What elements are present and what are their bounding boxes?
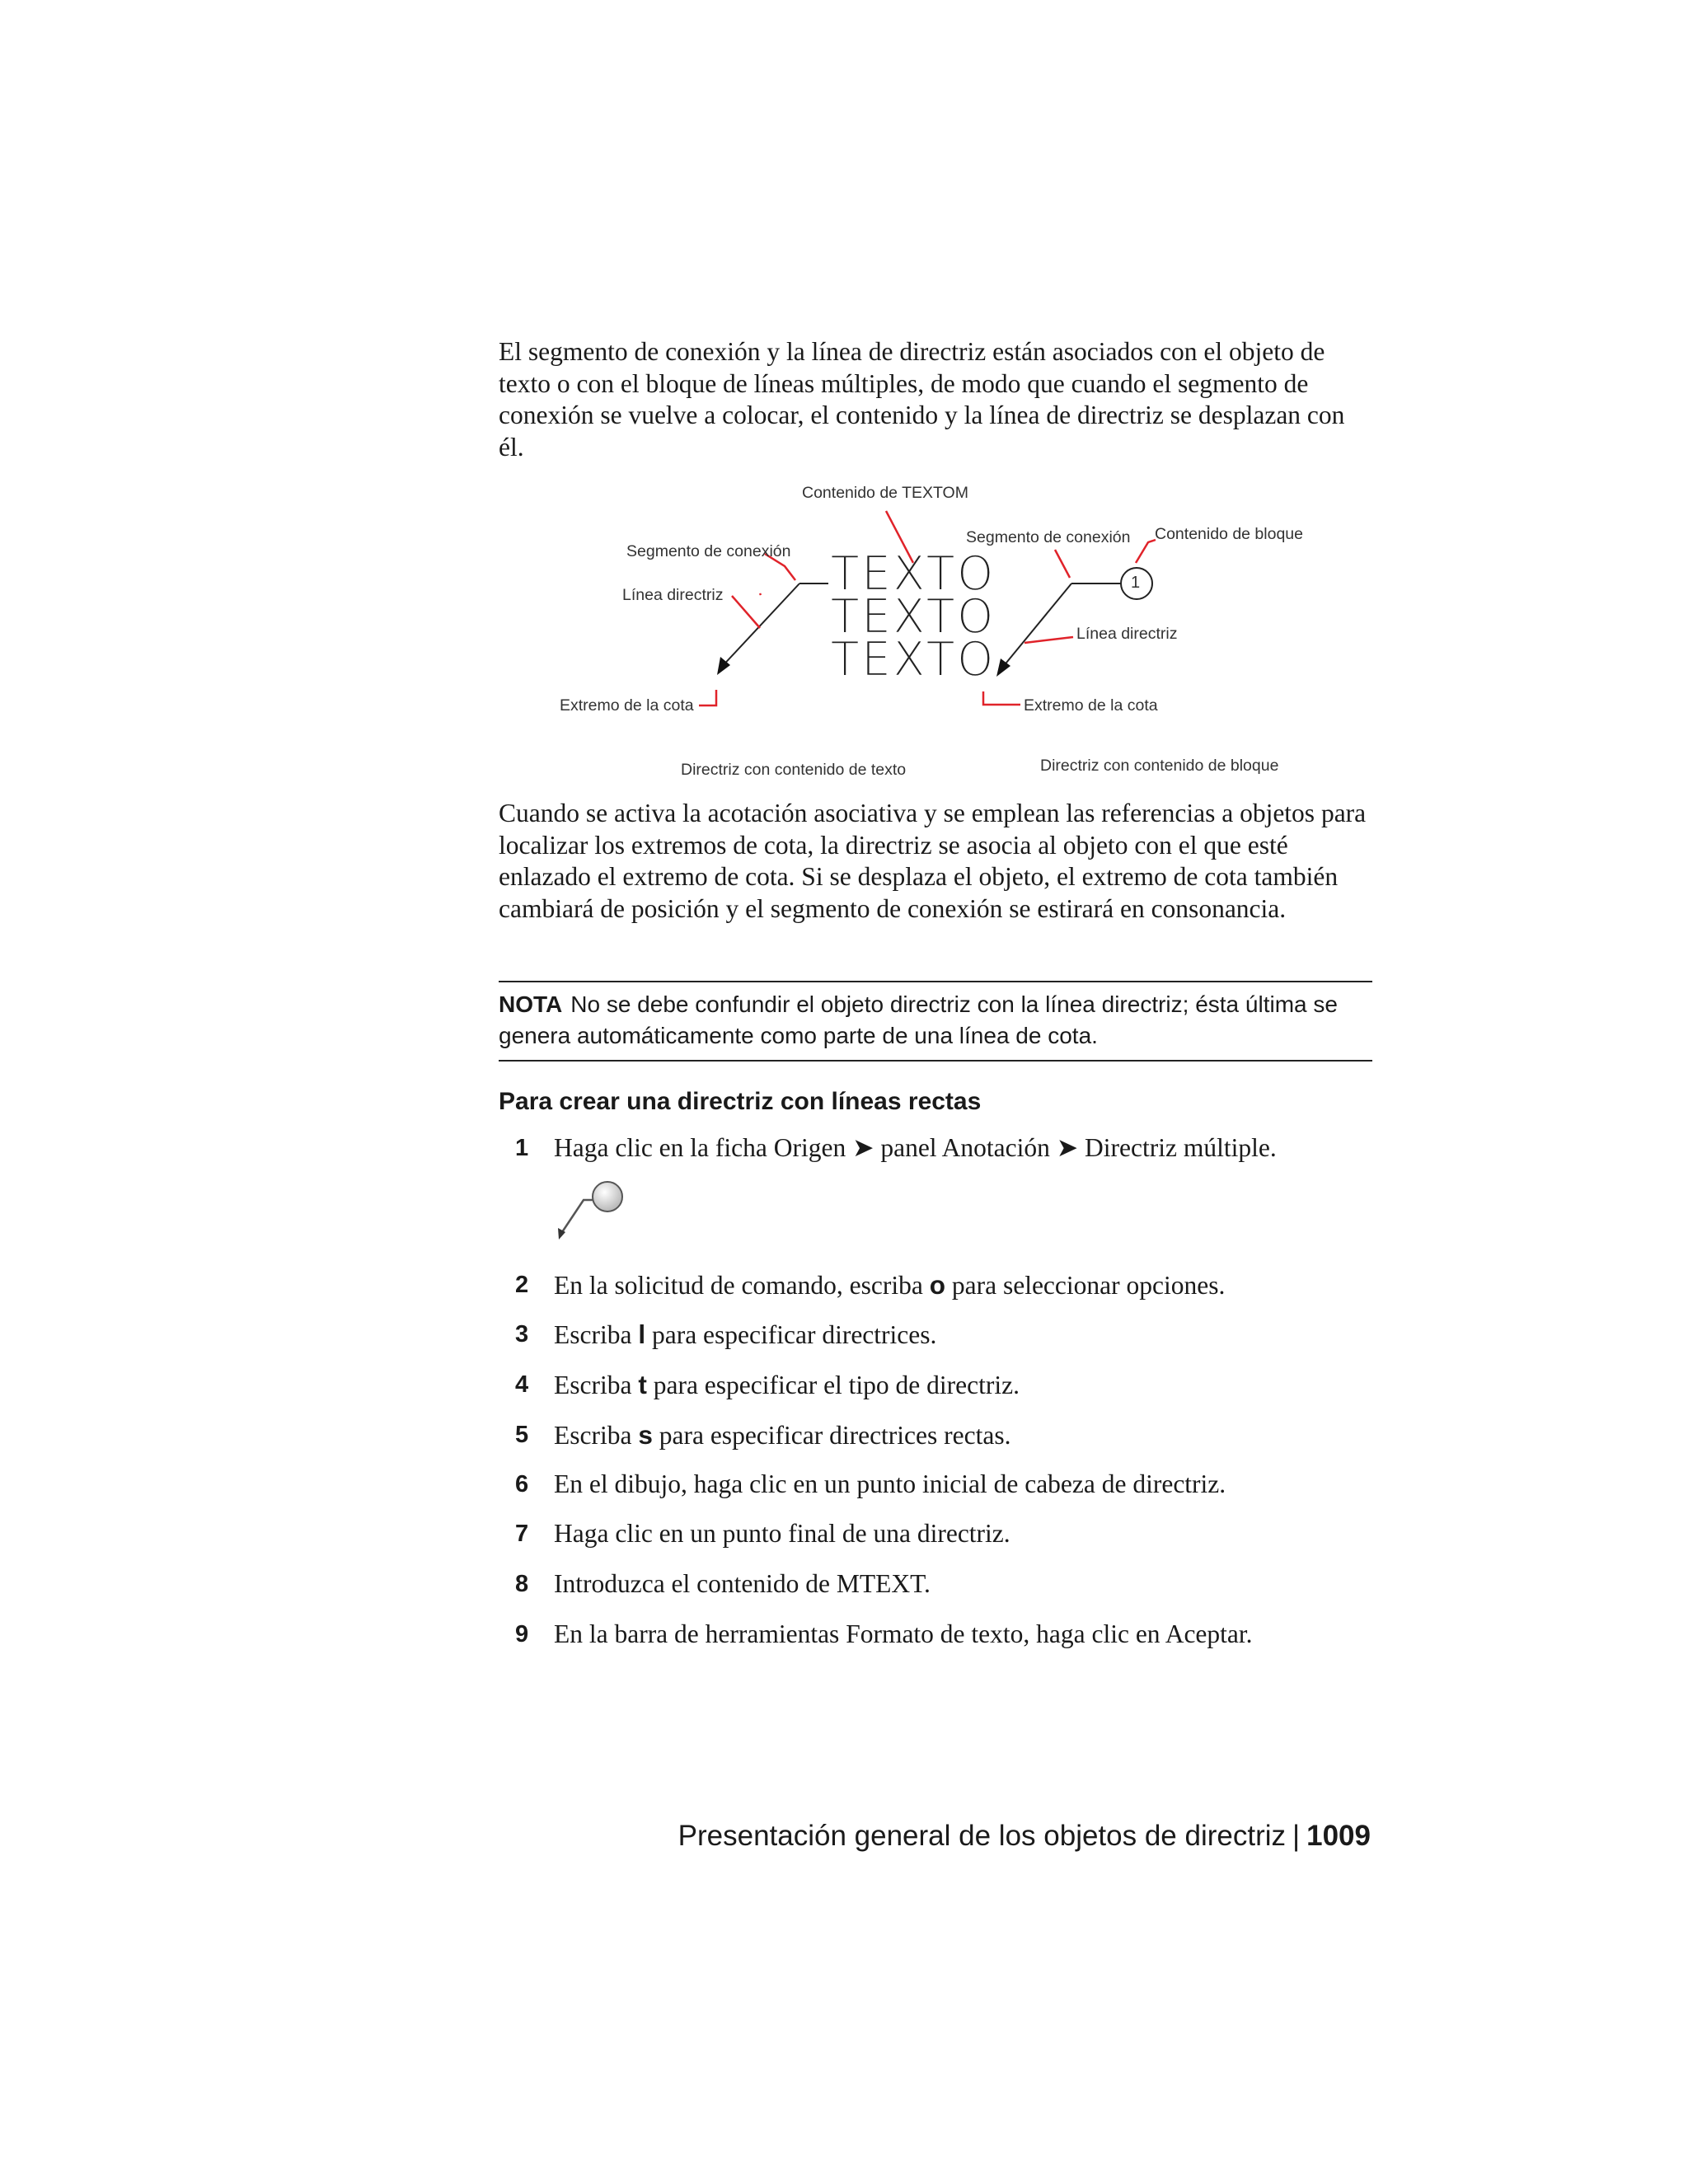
mtext-line: TEXTO: [831, 633, 996, 687]
step-number: 5: [515, 1422, 529, 1448]
step-number: 3: [515, 1321, 529, 1347]
label-linea-directriz-right: Línea directriz: [1076, 625, 1178, 643]
step-number: 2: [515, 1272, 529, 1298]
block-number: 1: [1131, 574, 1141, 592]
label-segmento-conexion-left: Segmento de conexión: [626, 542, 791, 560]
mtext-content: [831, 547, 996, 687]
intro-paragraph: El segmento de conexión y la línea de directriz están asociados con el objeto de texto o con el bloque de líneas múltiples, de modo que cuando el segmento de conexión se vuelve a colocar, el contenido y la línea de directriz se desplazan con él.: [499, 337, 1345, 462]
step-text: Haga clic en la ficha Origen ➤ panel Anotación ➤ Directriz múltiple.: [554, 1133, 1277, 1162]
page-footer: [678, 1818, 1371, 1854]
footer-separator: |: [1292, 1820, 1301, 1852]
mtext-line: TEXTO: [831, 590, 996, 644]
label-linea-directriz-left: Línea directriz: [622, 586, 724, 604]
step-text: En la barra de herramientas Formato de texto, haga clic en Aceptar.: [554, 1619, 1253, 1648]
step-text: Escriba l para especificar directrices.: [554, 1319, 937, 1349]
label-contenido-bloque: Contenido de bloque: [1155, 525, 1303, 543]
step-key: o: [929, 1270, 945, 1300]
step-number: 9: [515, 1621, 529, 1647]
procedure-heading: Para crear una directriz con líneas rectas: [499, 1088, 982, 1115]
step-number: 7: [515, 1521, 529, 1547]
step-text: En la solicitud de comando, escriba o para seleccionar opciones.: [554, 1270, 1226, 1300]
label-extremo-cota-left: Extremo de la cota: [560, 696, 694, 715]
step-text: Haga clic en un punto final de una directriz.: [554, 1519, 1010, 1548]
note-label: NOTA: [499, 991, 563, 1017]
step-number: 1: [515, 1135, 529, 1161]
step-number: 8: [515, 1571, 529, 1597]
note-box: [499, 981, 1372, 1062]
label-extremo-cota-right: Extremo de la cota: [1024, 696, 1158, 715]
association-paragraph: Cuando se activa la acotación asociativa y se emplean las referencias a objetos para localizar los extremos de cota, la directriz se asocia al objeto con el que esté enlazado el extremo de cota. Si se desplaza el objeto, el extremo de cota también cambiará de posición y el segmento de conexión se estirará en consonancia.: [499, 799, 1367, 923]
step-key: s: [638, 1420, 653, 1450]
label-contenido-textom: Contenido de TEXTOM: [802, 484, 968, 502]
step-text: Escriba t para especificar el tipo de directriz.: [554, 1370, 1020, 1399]
caption-directriz-texto: Directriz con contenido de texto: [681, 761, 907, 779]
label-segmento-conexion-right: Segmento de conexión: [966, 528, 1131, 546]
step-text: En el dibujo, haga clic en un punto inicial de cabeza de directriz.: [554, 1469, 1226, 1498]
caption-directriz-bloque: Directriz con contenido de bloque: [1040, 757, 1279, 775]
note-text: No se debe confundir el objeto directriz con la línea directriz; ésta última se genera automáticamente como parte de una línea de cota.: [499, 991, 1338, 1048]
step-key: t: [638, 1370, 647, 1399]
leader-diagram: [544, 474, 1335, 787]
step-key: l: [638, 1319, 646, 1349]
step-text: Introduzca el contenido de MTEXT.: [554, 1569, 931, 1598]
page-number: 1009: [1306, 1820, 1371, 1852]
mtext-line: TEXTO: [831, 547, 996, 601]
step-number: 6: [515, 1471, 529, 1497]
footer-title: Presentación general de los objetos de directriz: [678, 1820, 1287, 1852]
step-text: Escriba s para especificar directrices rectas.: [554, 1420, 1011, 1450]
step-number: 4: [515, 1371, 529, 1398]
multileader-tool-icon: [551, 1177, 633, 1243]
